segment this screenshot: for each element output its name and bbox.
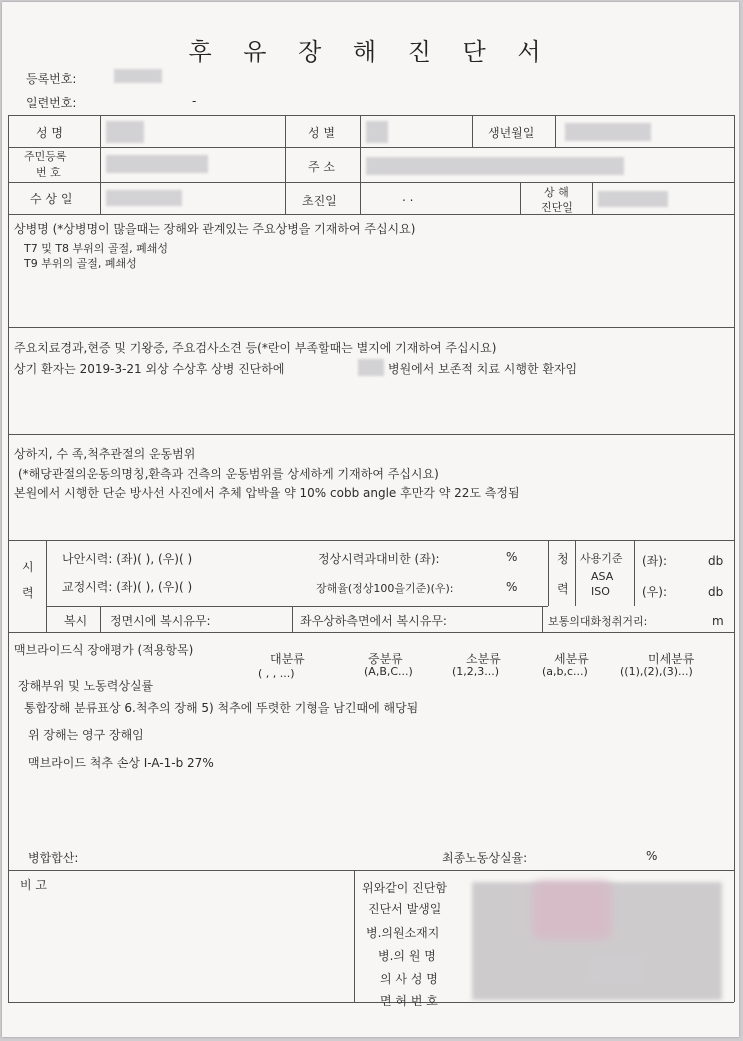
loss-line-1: 통합장해 분류표상 6.척추의 장해 5) 척추에 뚜렷한 기형을 남긴때에 해당됨: [24, 701, 419, 715]
hearing-right: (우):: [642, 585, 667, 599]
diagnosis-label: 상병명 (*상병명이 많을때는 장해와 관계있는 주요상병을 기재하여 주십시요): [14, 222, 416, 236]
loss-line-3: 맥브라이드 척추 손상 I-A-1-b 27%: [28, 756, 214, 770]
first-visit-value: . .: [402, 190, 414, 204]
double-label-line: [100, 606, 101, 632]
id-redacted: [106, 155, 208, 173]
final-label: 최종노동상실율:: [442, 851, 528, 865]
hearing-left-line: [548, 540, 549, 606]
vision-label-line: [46, 540, 47, 632]
id-label-1: 주민등록: [24, 150, 67, 163]
col-line-g: [592, 182, 593, 214]
col-line-f: [520, 182, 521, 214]
row-line-3: [8, 214, 734, 215]
double-mid-line: [292, 606, 293, 632]
col-line-e: [555, 115, 556, 147]
row-line-6: [8, 540, 734, 541]
certify-text: 위와같이 진단함: [362, 881, 447, 895]
cat-mid-ex: (A,B,C...): [364, 665, 413, 678]
injury-date-redacted: [106, 190, 182, 206]
vision-label-1: 시: [22, 560, 34, 574]
cat-minor-ex: (1,2,3...): [452, 665, 500, 678]
col-line-d: [472, 115, 473, 147]
double-side: 좌우상하측면에서 복시유무:: [300, 614, 447, 628]
serial-dash: -: [192, 94, 197, 108]
cat-micro-ex: ((1),(2),(3)...): [620, 665, 693, 678]
doctor-name-label: 의 사 성 명: [380, 972, 438, 986]
double-front: 정면시에 복시유무:: [110, 614, 211, 628]
address-label: 주 소: [308, 160, 335, 174]
vision-mid-line: [46, 606, 548, 607]
birth-label: 생년월일: [488, 126, 535, 140]
hearing-label-1: 청: [557, 552, 569, 566]
combined-label: 병합합산:: [28, 851, 79, 865]
hearing-unit-m: m: [712, 614, 724, 628]
footer-mid-line: [354, 870, 355, 1002]
naked-ratio: 정상시력과대비한 (좌):: [318, 552, 440, 566]
license-no-label: 면 허 번 호: [380, 994, 438, 1008]
treatment-text-after: 병원에서 보존적 치료 시행한 환자임: [388, 362, 578, 376]
cat-major: 대분류: [270, 652, 305, 666]
col-line-b: [285, 115, 286, 214]
injury-date-label: 수 상 일: [30, 192, 73, 206]
diagnosis-line-2: T9 부위의 골절, 폐쇄성: [24, 257, 137, 270]
diag-date-redacted: [598, 191, 668, 207]
reg-no-label: 등록번호:: [26, 72, 77, 86]
cat-micro: 미세분류: [648, 652, 695, 666]
treatment-text-before: 상기 환자는 2019-3-21 외상 수상후 상병 진단하에: [14, 362, 285, 376]
hearing-asa: ASA: [591, 570, 614, 583]
issue-date-label: 진단서 발생일: [368, 902, 442, 916]
motion-label: 상하지, 수 족,척추관절의 운동범위: [14, 447, 196, 461]
gender-redacted: [366, 121, 388, 143]
row-line-4: [8, 327, 734, 328]
motion-note: (*해당관절의운동의명칭,환측과 건측의 운동범위를 상세하게 기재하여 주십시요): [18, 467, 439, 481]
pct-2: %: [506, 580, 518, 594]
first-visit-label: 초진일: [302, 194, 337, 208]
loss-label: 장해부위 및 노동력상실률: [18, 679, 154, 693]
hearing-label-2: 력: [557, 582, 569, 596]
serial-no-label: 일련번호:: [26, 96, 77, 110]
seal-stamp: [532, 880, 612, 940]
hearing-left: (좌):: [642, 554, 667, 568]
cat-major-ex: ( , , ...): [258, 667, 295, 680]
hospital-address-label: 병.의원소재지: [366, 926, 440, 940]
certificate-paper: [2, 2, 739, 1037]
corrected-vision: 교정시력: (좌)( ), (우)( ): [62, 580, 193, 594]
row-line-8: [8, 870, 734, 871]
treatment-label: 주요치료경과,현증 및 기왕증, 주요검사소견 등(*란이 부족할때는 별지에 기재하여 주십시요): [14, 341, 497, 355]
gender-label: 성 별: [308, 126, 335, 140]
address-redacted: [366, 157, 624, 175]
cat-sub: 세분류: [554, 652, 589, 666]
col-line-c: [360, 115, 361, 214]
name-label: 성 명: [36, 126, 63, 140]
diag-date-label-2: 진단일: [541, 201, 573, 214]
hospital-redacted: [358, 359, 384, 376]
loss-line-2: 위 장해는 영구 장해임: [28, 728, 144, 742]
hearing-distance: 보통의대화청취거리:: [548, 615, 648, 628]
vision-label-2: 력: [22, 586, 34, 600]
mcbride-label: 맥브라이드식 장애평가 (적용항목): [14, 643, 194, 657]
cat-sub-ex: (a,b,c...): [542, 665, 588, 678]
disability-rate: 장해율(정상100을기준)(우):: [316, 582, 454, 595]
hearing-unit-2: db: [708, 585, 724, 599]
motion-text: 본원에서 시행한 단순 방사선 사진에서 추체 압박율 약 10% cobb angle 후만각 약 22도 측정됨: [14, 486, 520, 500]
row-line-1: [8, 147, 734, 148]
double-label: 복시: [64, 614, 88, 628]
table-top-line: [8, 115, 734, 116]
row-line-2: [8, 182, 734, 183]
cat-minor: 소분류: [466, 652, 501, 666]
reg-no-redacted: [114, 69, 162, 83]
birth-redacted: [565, 123, 651, 141]
row-line-7: [8, 632, 734, 633]
distance-line: [542, 606, 543, 632]
final-pct: %: [646, 849, 658, 863]
col-line-a: [100, 115, 101, 214]
right-border: [734, 115, 735, 1002]
pct-1: %: [506, 550, 518, 564]
diagnosis-line-1: T7 및 T8 부위의 골절, 폐쇄성: [24, 242, 169, 255]
signature-redacted: [592, 957, 642, 981]
left-border: [8, 115, 9, 1002]
hearing-std-line: [634, 540, 635, 606]
name-redacted: [106, 121, 144, 143]
hearing-standard: 사용기준: [580, 552, 623, 565]
document-title: 후 유 장 해 진 단 서: [188, 38, 553, 66]
cat-mid: 중분류: [368, 652, 403, 666]
table-bottom-line: [8, 1002, 734, 1003]
hearing-unit-1: db: [708, 554, 724, 568]
naked-vision: 나안시력: (좌)( ), (우)( ): [62, 552, 193, 566]
hospital-name-label: 병.의 원 명: [378, 949, 436, 963]
id-label-2: 번 호: [36, 166, 61, 179]
hearing-iso: ISO: [591, 585, 610, 598]
diag-date-label-1: 상 해: [544, 186, 569, 199]
remarks-label: 비 고: [20, 878, 47, 892]
hearing-label-line: [575, 540, 576, 606]
row-line-5: [8, 434, 734, 435]
